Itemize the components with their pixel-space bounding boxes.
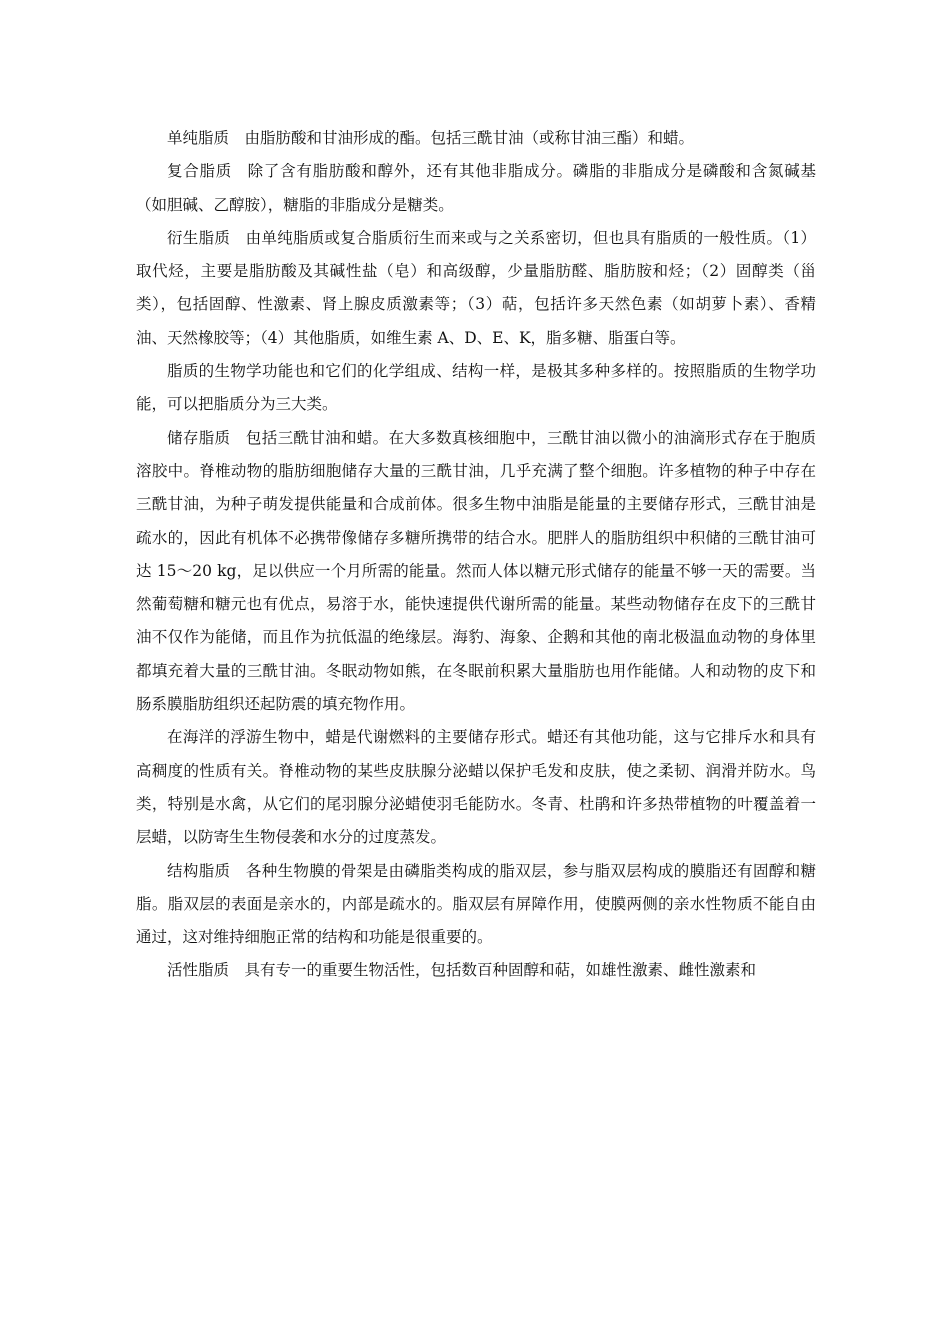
term-derived-lipids: 衍生脂质: [167, 228, 231, 247]
paragraph-text: 具有专一的重要生物活性，包括数百种固醇和萜，如雄性激素、雌性激素和: [244, 961, 757, 980]
document-page: [136, 122, 816, 988]
paragraph-text: 除了含有脂肪酸和醇外，还有其他非脂成分。磷脂的非脂成分是磷酸和含氮碱基（如胆碱、乙醇胺），糖脂的非脂成分是糖类。: [136, 162, 816, 214]
term-storage-lipids: 储存脂质: [167, 428, 231, 447]
paragraph-text: 由单纯脂质或复合脂质衍生而来或与之关系密切，但也具有脂质的一般性质。（1）取代烃，主要是脂肪酸及其碱性盐（皂）和高级醇，少量脂肪醛、脂肪胺和烃；（2）固醇类（甾类），包括固醇、性激素、肾上腺皮质激素等；（3）萜，包括许多天然色素（如胡萝卜素）、香精油、天然橡胶等；（4）其他脂质，如维生素 A、D、E、K，脂多糖、脂蛋白等。: [136, 228, 816, 347]
term-active-lipids: 活性脂质: [167, 961, 230, 980]
paragraph-biological-functions: [136, 355, 816, 422]
paragraph-text: 由脂肪酸和甘油形成的酯。包括三酰甘油（或称甘油三酯）和蜡。: [244, 129, 695, 147]
paragraph-complex-lipids: [136, 155, 816, 222]
term-simple-lipids: 单纯脂质: [167, 129, 230, 147]
term-complex-lipids: 复合脂质: [167, 162, 233, 181]
paragraph-text: 脂质的生物学功能也和它们的化学组成、结构一样，是极其多种多样的。按照脂质的生物学功能，可以把脂质分为三大类。: [136, 362, 816, 414]
term-structural-lipids: 结构脂质: [167, 861, 231, 880]
paragraph-simple-lipids: [136, 122, 816, 155]
paragraph-derived-lipids: [136, 222, 816, 355]
paragraph-waxes: [136, 721, 816, 854]
paragraph-active-lipids: [136, 954, 816, 987]
paragraph-storage-lipids: [136, 422, 816, 722]
paragraph-structural-lipids: [136, 855, 816, 955]
paragraph-text: 各种生物膜的骨架是由磷脂类构成的脂双层，参与脂双层构成的膜脂还有固醇和糖脂。脂双层的表面是亲水的，内部是疏水的。脂双层有屏障作用，使膜两侧的亲水性物质不能自由通过，这对维持细胞正常的结构和功能是很重要的。: [136, 861, 816, 947]
paragraph-text: 在海洋的浮游生物中，蜡是代谢燃料的主要储存形式。蜡还有其他功能，这与它排斥水和具有高稠度的性质有关。脊椎动物的某些皮肤腺分泌蜡以保护毛发和皮肤，使之柔韧、润滑并防水。鸟类，特别是水禽，从它们的尾羽腺分泌蜡使羽毛能防水。冬青、杜鹃和许多热带植物的叶覆盖着一层蜡，以防寄生生物侵袭和水分的过度蒸发。: [136, 728, 816, 847]
paragraph-text: 包括三酰甘油和蜡。在大多数真核细胞中，三酰甘油以微小的油滴形式存在于胞质溶胶中。脊椎动物的脂肪细胞储存大量的三酰甘油，几乎充满了整个细胞。许多植物的种子中存在三酰甘油，为种子萌发提供能量和合成前体。很多生物中油脂是能量的主要储存形式，三酰甘油是疏水的，因此有机体不必携带像储存多糖所携带的结合水。肥胖人的脂肪组织中积储的三酰甘油可达 15～20 kg，足以供应一个月所需的能量。然而人体以糖元形式储存的能量不够一天的需要。当然葡萄糖和糖元也有优点，易溶于水，能快速提供代谢所需的能量。某些动物储存在皮下的三酰甘油不仅作为能储，而且作为抗低温的绝缘层。海豹、海象、企鹅和其他的南北极温血动物的身体里都填充着大量的三酰甘油。冬眠动物如熊，在冬眠前积累大量脂肪也用作能储。人和动物的皮下和肠系膜脂肪组织还起防震的填充物作用。: [136, 428, 816, 714]
